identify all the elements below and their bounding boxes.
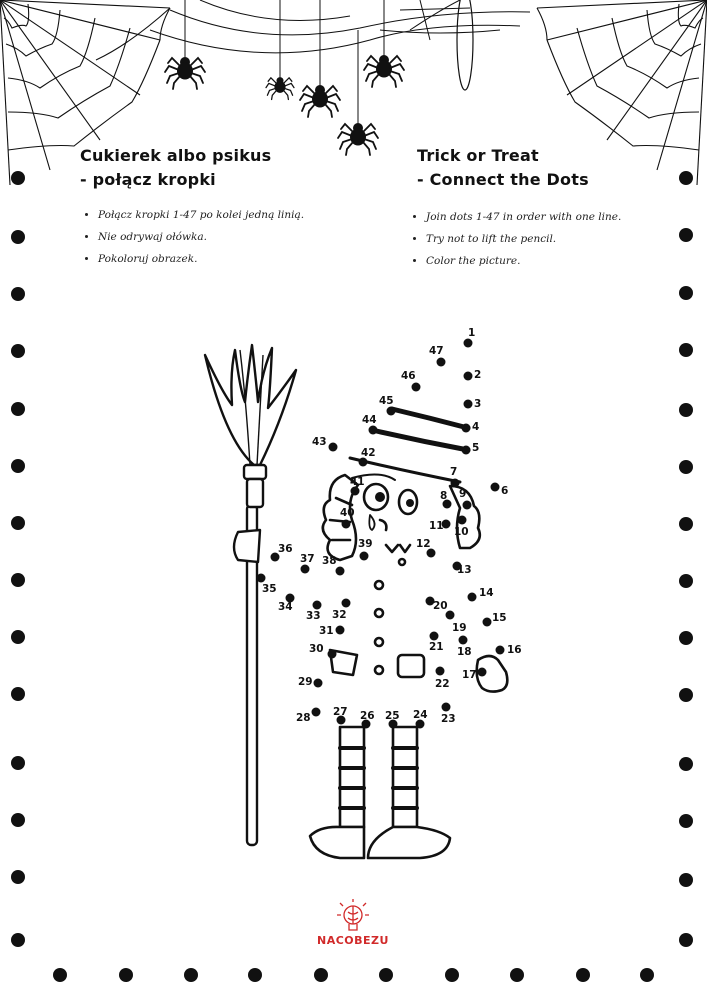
dot-label: 29 (298, 676, 313, 688)
dot-label: 8 (440, 490, 448, 502)
dot-label: 17 (462, 669, 477, 681)
title-polish-line1: Cukierek albo psikus (80, 146, 272, 165)
dot-label: 33 (306, 610, 321, 622)
dot-label: 35 (262, 583, 277, 595)
dot-label: 39 (358, 538, 373, 550)
title-polish (80, 144, 271, 192)
dot-label: 9 (459, 488, 467, 500)
brand-name: NACOBEZU (317, 934, 389, 947)
dot-label: 6 (501, 485, 509, 497)
dot-label: 38 (322, 555, 337, 567)
dot-label: 4 (472, 421, 480, 433)
spider-icon (165, 55, 404, 155)
cobweb-icon-top (150, 0, 530, 90)
dot-label: 16 (507, 644, 522, 656)
instruction-item: • Try not to lift the pencil. (426, 228, 621, 250)
instruction-item: • Join dots 1-47 in order with one line. (426, 206, 621, 228)
dot-label: 47 (429, 345, 444, 357)
dot-label: 32 (332, 609, 347, 621)
dot-label: 27 (333, 706, 348, 718)
spider-threads (185, 0, 384, 126)
title-english (417, 144, 589, 192)
dot-label: 14 (479, 587, 494, 599)
dot-label: 26 (360, 710, 375, 722)
dot-label: 15 (492, 612, 507, 624)
dot-label: 19 (452, 622, 467, 634)
instruction-item: • Połącz kropki 1-47 po kolei jedną linią. (98, 204, 304, 226)
dot-label: 13 (457, 564, 472, 576)
border-dots (11, 171, 693, 982)
title-polish-line2: - połącz kropki (80, 170, 216, 189)
dot-label: 3 (474, 398, 482, 410)
broom-icon (205, 345, 296, 845)
dot-label: 28 (296, 712, 311, 724)
instructions-english (410, 206, 621, 272)
lightbulb-logo-icon (337, 899, 369, 930)
dot-label: 21 (429, 641, 444, 653)
dot-label: 23 (441, 713, 456, 725)
dot-label: 11 (429, 520, 444, 532)
dot-label: 31 (319, 625, 334, 637)
dot-label: 5 (472, 442, 480, 454)
instruction-item: • Pokoloruj obrazek. (98, 248, 304, 270)
dot-label: 40 (340, 507, 355, 519)
dot-label: 18 (457, 646, 472, 658)
dot-label: 25 (385, 710, 400, 722)
dot-label: 46 (401, 370, 416, 382)
dot-label: 42 (361, 447, 376, 459)
dot-label: 34 (278, 601, 293, 613)
dot-label: 36 (278, 543, 293, 555)
dot-label: 7 (450, 466, 458, 478)
title-english-line2: - Connect the Dots (417, 170, 589, 189)
dot-label: 24 (413, 709, 428, 721)
dot-label: 37 (300, 553, 315, 565)
dot-label: 22 (435, 678, 450, 690)
dot-label: 30 (309, 643, 324, 655)
dot-label: 20 (433, 600, 448, 612)
dot-label: 10 (454, 526, 469, 538)
dot-label: 43 (312, 436, 327, 448)
dot-label: 2 (474, 369, 482, 381)
dot-label: 12 (416, 538, 431, 550)
dot-label: 45 (379, 395, 394, 407)
dot-label: 44 (362, 414, 377, 426)
instruction-item: • Nie odrywaj ołówka. (98, 226, 304, 248)
instruction-item: • Color the picture. (426, 250, 621, 272)
instructions-polish (82, 204, 304, 270)
dot-label: 41 (350, 476, 365, 488)
dot-label: 1 (468, 327, 476, 339)
title-english-line1: Trick or Treat (417, 146, 539, 165)
